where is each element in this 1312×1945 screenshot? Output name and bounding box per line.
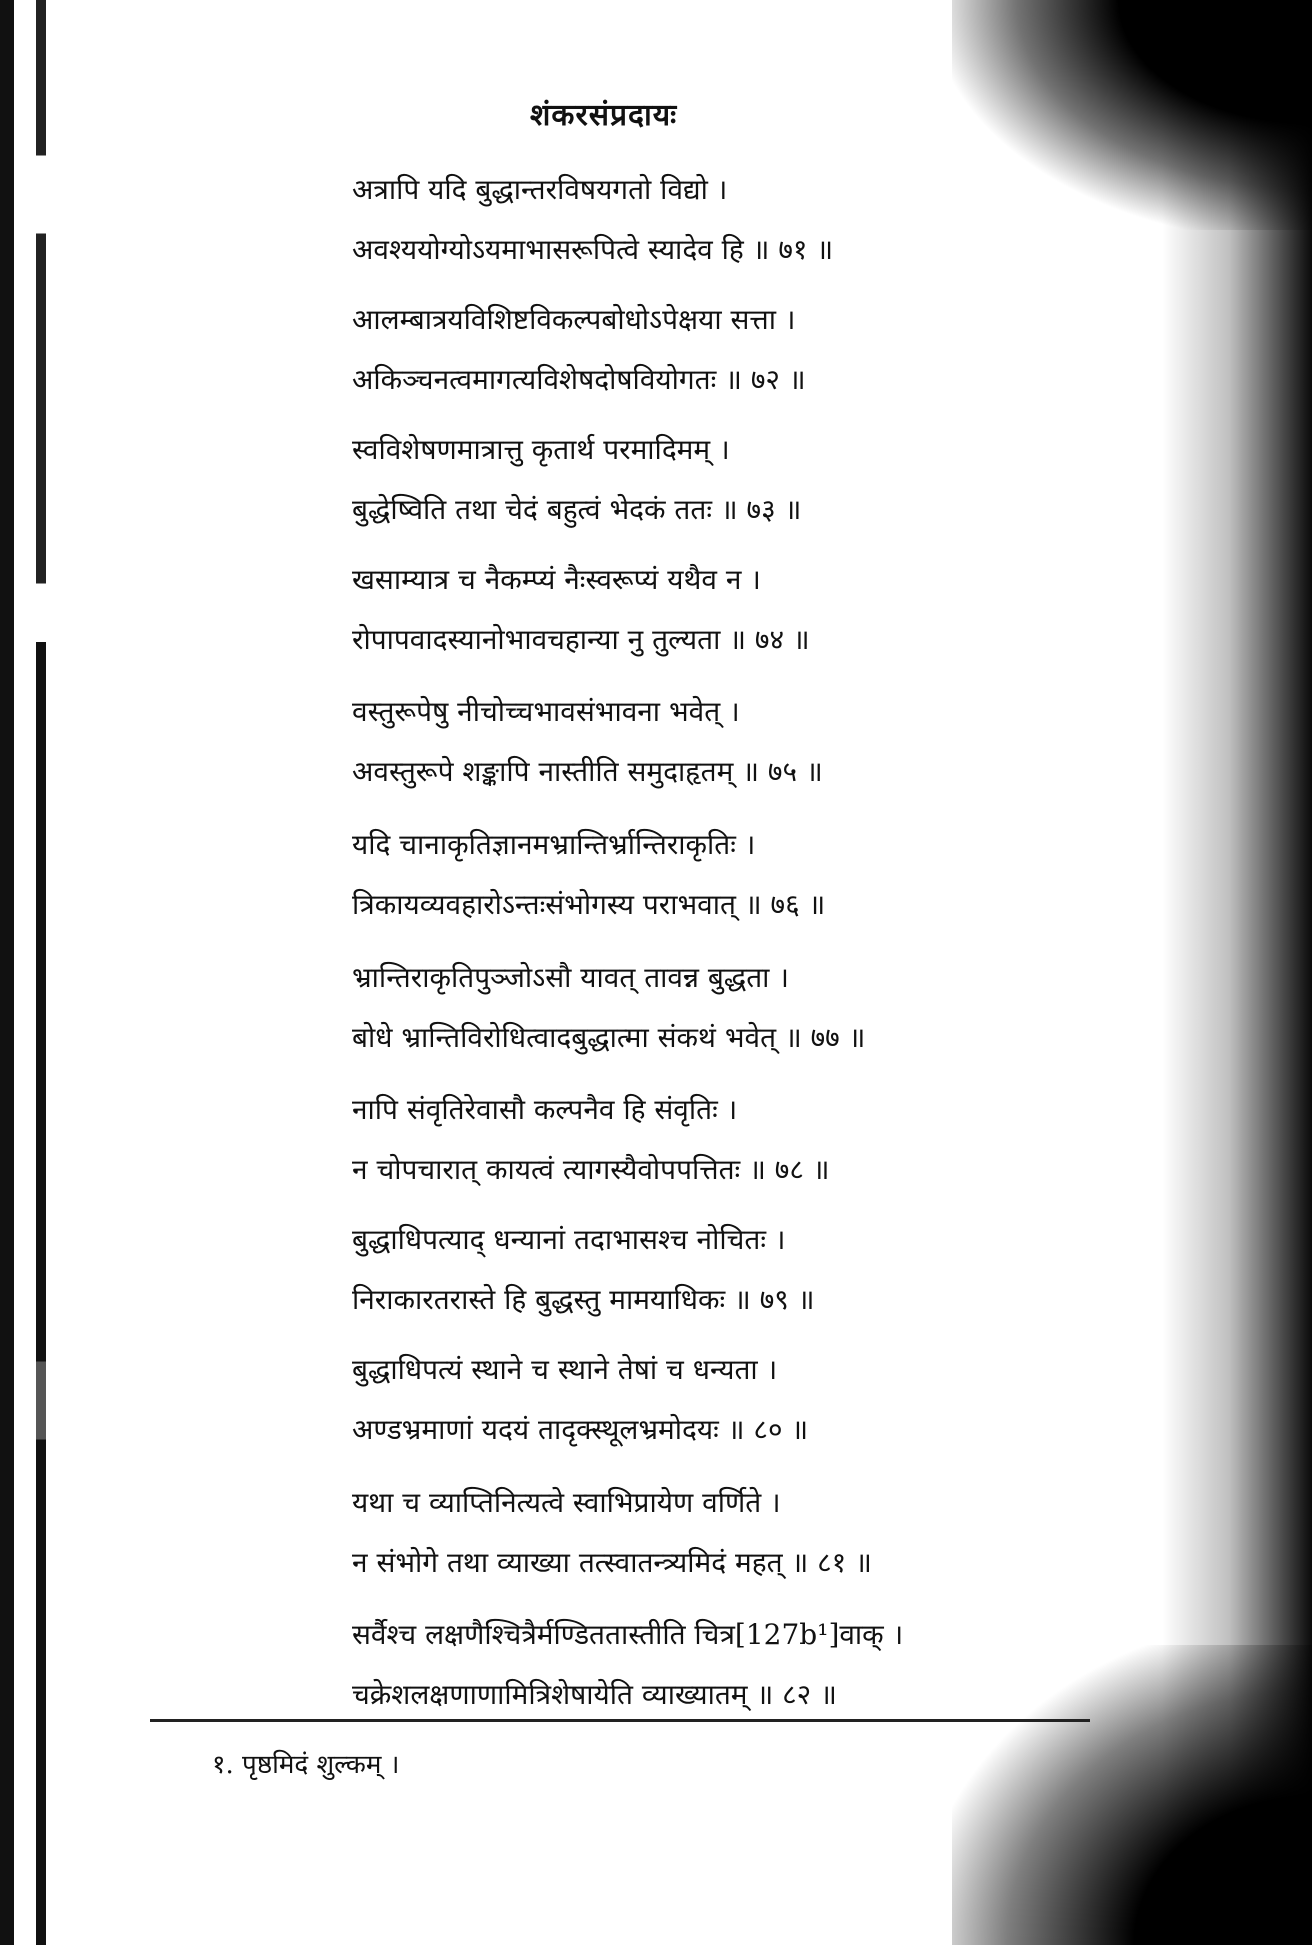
verse-82: [352, 1605, 972, 1725]
verse-80: [352, 1340, 972, 1460]
verse-71: [352, 160, 972, 280]
footnote: १. पृष्ठमिदं शुल्कम् ।: [212, 1750, 400, 1780]
verse-line: त्रिकायव्यवहारोऽन्तःसंभोगस्य पराभवात् ॥ ७६ ॥: [352, 888, 826, 921]
verse-74: [352, 550, 972, 670]
verse-line: भ्रान्तिराकृतिपुञ्जोऽसौ यावत् तावन्न बुद्धता ।: [352, 961, 789, 994]
scan-corner-top-right: [952, 0, 1312, 230]
verse-line: बुद्धेष्विति तथा चेदं बहुत्वं भेदकं ततः ॥ ७३ ॥: [352, 493, 802, 526]
verse-line: अवस्तुरूपे शङ्कापि नास्तीति समुदाहृतम् ॥ ७५ ॥: [352, 755, 823, 788]
verse-line: सर्वैश्च लक्षणैश्चित्रैर्मण्डिततास्तीति चित्र[127b¹]वाक् ।: [352, 1618, 904, 1651]
verse-line: आलम्बात्रयविशिष्टविकल्पबोधोऽपेक्षया सत्ता ।: [352, 303, 796, 336]
verse-line: बोधे भ्रान्तिविरोधित्वादबुद्धात्मा संकथं भवेत् ॥ ७७ ॥: [352, 1021, 866, 1054]
verse-line: न चोपचारात् कायत्वं त्यागस्यैवोपपत्तितः ॥ ७८ ॥: [352, 1153, 830, 1186]
verse-line: बुद्धाधिपत्याद् धन्यानां तदाभासश्च नोचितः ।: [352, 1223, 786, 1256]
verse-line: नापि संवृतिरेवासौ कल्पनैव हि संवृतिः ।: [352, 1093, 738, 1126]
verse-72: [352, 290, 972, 410]
verse-line: निराकारतरास्ते हि बुद्धस्तु मामयाधिकः ॥ ७९ ॥: [352, 1283, 815, 1316]
verse-line: चक्रेशलक्षणाणामित्रिशेषायेति व्याख्यातम् ॥ ८२ ॥: [352, 1678, 837, 1711]
verse-line: बुद्धाधिपत्यं स्थाने च स्थाने तेषां च धन्यता ।: [352, 1353, 778, 1386]
verse-73: [352, 420, 972, 540]
verse-line: अकिञ्चनत्वमागत्यविशेषदोषवियोगतः ॥ ७२ ॥: [352, 363, 806, 396]
verse-line: यदि चानाकृतिज्ञानमभ्रान्तिर्भ्रान्तिराकृतिः ।: [352, 828, 756, 861]
verse-line: अण्डभ्रमाणां यदयं तादृक्स्थूलभ्रमोदयः ॥ ८० ॥: [352, 1413, 809, 1446]
verse-line: अवश्ययोग्योऽयमाभासरूपित्वे स्यादेव हि ॥ ७१ ॥: [352, 233, 834, 266]
verse-79: [352, 1210, 972, 1330]
verse-75: [352, 682, 972, 802]
verse-line: रोपापवादस्यानोभावचहान्या नु तुल्यता ॥ ७४ ॥: [352, 623, 810, 656]
page-header: शंकरसंप्रदायः: [530, 98, 678, 133]
verse-78: [352, 1080, 972, 1200]
verse-line: खसाम्यात्र च नैकम्प्यं नैःस्वरूप्यं यथैव न ।: [352, 563, 761, 596]
verse-line: अत्रापि यदि बुद्धान्तरविषयगतो विद्यो ।: [352, 173, 728, 206]
verse-76: [352, 815, 972, 935]
verse-line: न संभोगे तथा व्याख्या तत्स्वातन्त्र्यमिदं महत् ॥ ८१ ॥: [352, 1546, 872, 1579]
verse-line: यथा च व्याप्तिनित्यत्वे स्वाभिप्रायेण वर्णिते ।: [352, 1486, 781, 1519]
verse-line: वस्तुरूपेषु नीचोच्चभावसंभावना भवेत् ।: [352, 695, 740, 728]
verse-77: [352, 948, 972, 1068]
footnote-divider: [150, 1719, 1090, 1722]
verse-81: [352, 1473, 972, 1593]
scan-corner-bottom-right: [952, 1645, 1312, 1945]
scan-left-edge: [0, 0, 14, 1945]
verse-line: स्वविशेषणमात्रात्तु कृतार्थ परमादिमम् ।: [352, 433, 730, 466]
scan-binding-shadow: [36, 0, 46, 1945]
